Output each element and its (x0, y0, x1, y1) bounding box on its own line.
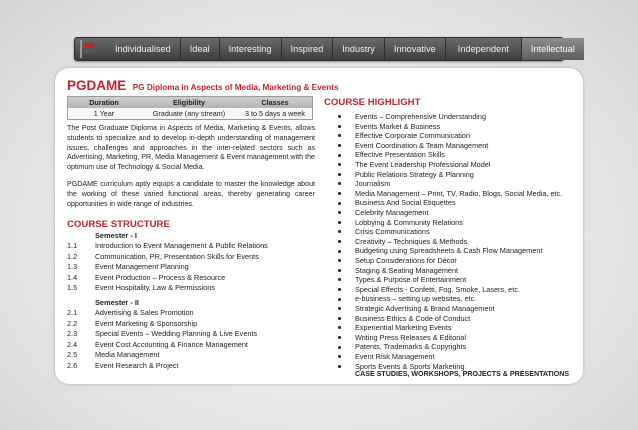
highlight-text: Events Market & Business (355, 121, 441, 131)
eligibility-header: Eligibility (173, 98, 205, 107)
program-info-table (67, 96, 313, 120)
course-name: Communication, PR, Presentation Skills for Events (95, 251, 259, 261)
bullet-icon (338, 288, 341, 291)
course-name: Event Production – Process & Resource (95, 272, 226, 282)
course-name: Event Management Planning (95, 262, 189, 271)
bullet-icon (338, 192, 341, 195)
highlight-text: Budgeting using Spreadsheets & Cash Flow Management (355, 246, 543, 256)
bullet-icon (338, 221, 341, 224)
course-name: Event Hospitality, Law & Permissions (95, 283, 215, 292)
course-item (67, 361, 327, 372)
highlight-text: Business Ethics & Code of Conduct (355, 313, 471, 323)
course-item (67, 350, 327, 361)
highlights-footer-note: CASE STUDIES, WORKSHOPS, PROJECTS & PRESENTATIONS (355, 370, 570, 378)
program-code: PGDAME (67, 78, 127, 93)
tab-independent[interactable]: Independent (446, 38, 522, 60)
highlight-text: e-business – setting up websites, etc. (355, 294, 477, 304)
bullet-icon (338, 125, 341, 128)
bullet-icon (338, 346, 341, 349)
highlight-text: Sports Events & Sports Marketing (355, 361, 465, 371)
highlight-text: Media Management – Print, TV, Radio, Blogs, Social Media, etc. (355, 188, 563, 198)
tab-intellectual[interactable]: Intellectual (522, 38, 584, 60)
highlight-text: Event Coordination & Team Management (355, 140, 489, 150)
duration-header: Duration (89, 98, 119, 107)
highlight-text: Strategic Advertising & Brand Management (355, 304, 495, 313)
course-number: 2.6 (67, 360, 78, 370)
duration-value: 1 Year (93, 109, 115, 118)
highlight-text: Business And Social Etiquettes (355, 198, 456, 208)
course-item (67, 262, 327, 273)
course-name: Special Events – Wedding Planning & Live Events (95, 329, 258, 338)
course-number: 1.4 (67, 272, 78, 282)
semester-1-label: Semester - I (95, 231, 137, 240)
course-name: Media Management (95, 350, 160, 359)
course-name: Advertising & Sales Promotion (95, 308, 194, 317)
highlight-text: Effective Corporate Communication (355, 131, 471, 141)
course-number: 2.1 (67, 308, 78, 317)
highlight-text: Staging & Seating Management (355, 265, 459, 275)
highlight-text: Patents, Trademarks & Copyrights (355, 342, 467, 352)
bullet-icon (338, 144, 341, 147)
highlight-text: Crisis Communications (355, 227, 430, 237)
highlight-text: Creativity – Techniques & Methods (355, 236, 468, 246)
highlight-text: Event Risk Management (355, 352, 435, 361)
highlight-text: Journalism (355, 179, 391, 189)
course-number: 2.5 (67, 350, 78, 359)
course-name: Event Marketing & Sponsorship (95, 318, 198, 328)
course-number: 1.5 (67, 283, 78, 292)
page-title (67, 77, 339, 95)
description-paragraph-1: The Post Graduate Diploma in Aspects of Media, Marketing & Events, allows students to specialize and to develop in-depth understanding of management issues, challenges and approaches in the inter-related sectors such as Advertising, Marketing, PR, Media Management & Event management with the optimum use of Technology & Social Media. (67, 124, 315, 172)
info-table-header (68, 97, 312, 108)
course-item (67, 329, 327, 340)
course-name: Event Research & Project (95, 360, 179, 370)
bullet-icon (338, 317, 341, 320)
highlight-text: Effective Presentation Skills (355, 150, 445, 160)
highlight-text: Public Relations Strategy & Planning (355, 169, 474, 179)
description-paragraph-2: PGDAME curriculum aptly equips a candidate to master the knowledge about the working of these varied functional areas, thereby generating career opportunities in wide range of industries. (67, 180, 315, 208)
info-table-row (68, 108, 312, 119)
bullet-icon (338, 269, 341, 272)
program-full-name: PG Diploma in Aspects of Media, Marketing & Events (132, 83, 339, 92)
highlight-text: Setup Considerations for Décor (355, 256, 457, 265)
bullet-icon (338, 202, 341, 205)
classes-header: Classes (261, 98, 289, 107)
eligibility-value: Graduate (any stream) (152, 109, 226, 118)
course-number: 1.1 (67, 241, 78, 250)
institute-logo-icon (80, 40, 82, 58)
course-highlight-heading: COURSE HIGHLIGHT (324, 97, 421, 108)
course-name: Event Cost Accounting & Finance Management (95, 339, 248, 349)
tab-ideal[interactable]: Ideal (181, 38, 220, 60)
course-number: 1.2 (67, 251, 78, 261)
highlight-text: Writing Press Releases & Editorial (355, 332, 466, 342)
highlight-text: Celebrity Management (355, 208, 429, 217)
tab-industry[interactable]: Industry (333, 38, 385, 60)
highlight-text: Special Effects - Confetti, Fog, Smoke, Lasers, etc. (355, 284, 520, 294)
tab-individualised[interactable]: Individualised (86, 38, 181, 60)
bullet-icon (338, 365, 341, 368)
course-number: 1.3 (67, 262, 78, 271)
course-item (67, 319, 327, 330)
highlight-text: Experiential Marketing Events (355, 323, 452, 333)
bullet-icon (338, 240, 341, 243)
course-name: Introduction to Event Management & Public Relations (95, 241, 268, 250)
bullet-icon (338, 250, 341, 253)
course-item (67, 252, 327, 263)
tab-inspired[interactable]: Inspired (282, 38, 334, 60)
course-item (67, 241, 327, 252)
top-navigation-bar (74, 37, 575, 61)
course-number: 2.2 (67, 318, 78, 328)
course-item (67, 273, 327, 284)
course-item (67, 340, 327, 351)
highlight-text: Lobbying & Community Relations (355, 217, 463, 227)
bullet-icon (338, 298, 341, 301)
tab-innovative[interactable]: Innovative (385, 38, 446, 60)
course-structure-heading: COURSE STRUCTURE (67, 219, 170, 230)
bullet-icon (338, 173, 341, 176)
highlight-text: Types & Purpose of Entertainment (355, 275, 467, 285)
bullet-icon (338, 336, 341, 339)
highlight-text: The Event Leadership Professional Model (355, 160, 491, 169)
course-number: 2.3 (67, 329, 78, 338)
highlight-text: Events – Comprehensive Understanding (355, 112, 487, 121)
course-item (67, 283, 327, 294)
tab-interesting[interactable]: Interesting (220, 38, 282, 60)
classes-value: 3 to 5 days a week (245, 109, 305, 118)
course-number: 2.4 (67, 339, 78, 349)
bullet-icon (338, 154, 341, 157)
semester-2-label: Semester - II (95, 298, 139, 307)
course-item (67, 308, 327, 319)
